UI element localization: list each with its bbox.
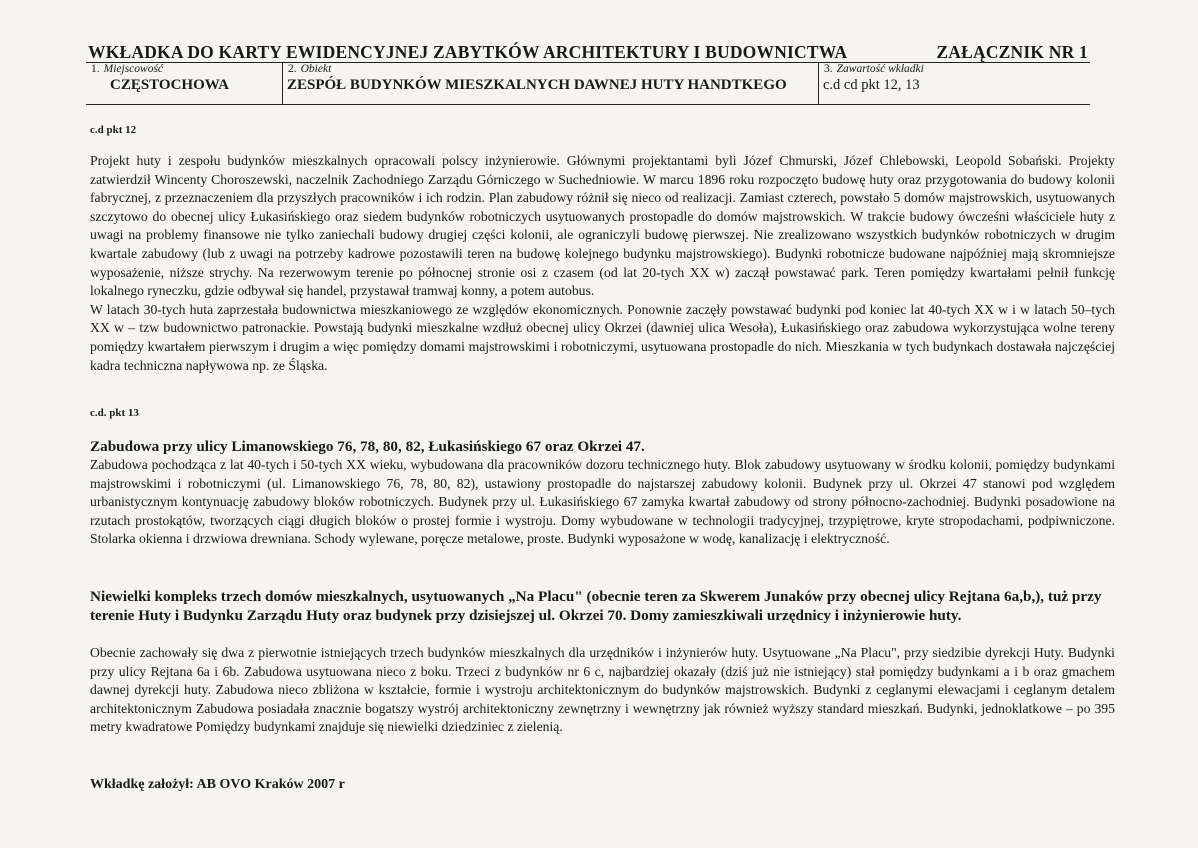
field-label: Miejscowość: [103, 63, 164, 75]
field-value: c.d cd pkt 12, 13: [823, 77, 920, 93]
field-number: 1.: [91, 63, 100, 75]
field-value: ZESPÓŁ BUDYNKÓW MIESZKALNYCH DAWNEJ HUTY HANDTKEGO: [287, 77, 787, 93]
paragraph: W latach 30-tych huta zaprzestała budownictwa mieszkaniowego ze względów ekonomicznych. Ponownie zaczęły powstawać budynki pod koniec lat 40-tych XX w i w latach 50–tych XX w – tzw budownictwo patronackie. Powstają budynki mieszkalne wzdłuż obecnej ulicy Okrzei (dawniej ulica Wesoła), Łukasińskiego oraz zabudowa wykorzystująca wolne tereny pomiędzy kwartałem pierwszym i drugim a więc pomiędzy domami majstrowskimi i robotniczymi, usytuowana prostopadle do nich. Mieszkania w tych budynkach dostawała najczęściej kadra techniczna napływowa np. ze Śląska.: [90, 301, 1115, 373]
footer-author: Wkładkę założył: AB OVO Kraków 2007 r: [90, 777, 345, 792]
field-location: [86, 62, 282, 104]
section-13-part1-body: [90, 456, 1115, 549]
section-13-part2-title: Niewielki kompleks trzech domów mieszkalnych, usytuowanych „Na Placu" (obecnie teren za Skwerem Junaków przy obecnej ulicy Rejtana 6a,b,), tuż przy terenie Huty i Budynku Zarządu Huty oraz budynek przy dzisiejszej ul. Okrzei 70. Domy zamieszkiwali urzędnicy i inżynierowie huty.: [90, 588, 1102, 624]
section-13-part1-title: Zabudowa przy ulicy Limanowskiego 76, 78, 80, 82, Łukasińskiego 67 oraz Okrzei 47.: [90, 438, 645, 455]
field-label: Zawartość wkładki: [836, 63, 924, 75]
field-number: 2.: [288, 63, 297, 75]
field-contents: [818, 62, 1091, 104]
section-13-heading: c.d. pkt 13: [90, 407, 139, 419]
header-rule-bottom: [86, 104, 1090, 105]
section-12-body: [90, 152, 1115, 375]
section-12-heading: c.d pkt 12: [90, 124, 137, 136]
paragraph: Obecnie zachowały się dwa z pierwotnie istniejących trzech budynków mieszkalnych dla urzędników i inżynierów huty. Usytuowane „Na Placu", przy siedzibie dyrekcji Huty. Budynki przy ulicy Rejtana 6a i 6b. Zabudowa usytuowana nieco z boku. Trzeci z budynków nr 6 c, najbardziej okazały (dziś już nie istniejący) stał pomiędzy budynkami a i b oraz gmachem dawnej dyrekcji huty. Zabudowa nieco zbliżona w kształcie, formie i wystroju architektonicznym do budynków majstrowskich. Budynki z ceglanymi elewacjami i ceglanym detalem architektonicznym Zabudowa posiadała znacznie bogatszy wystrój architektoniczny zewnętrzny i wewnętrzny jak również wyższy standard mieszkań. Budynki, jednoklatkowe – po 395 metry kwadratowe Pomiędzy budynkami znajduje się niewielki dziedziniec z zielenią.: [90, 645, 1115, 735]
field-value: CZĘSTOCHOWA: [110, 77, 229, 93]
document-title: WKŁADKA DO KARTY EWIDENCYJNEJ ZABYTKÓW ARCHITEKTURY I BUDOWNICTWA: [88, 42, 848, 62]
field-label: Obiekt: [300, 63, 332, 75]
field-number: 3.: [824, 63, 833, 75]
annex-label: ZAŁĄCZNIK NR 1: [936, 42, 1088, 62]
field-object: [282, 62, 819, 104]
paragraph: Projekt huty i zespołu budynków mieszkalnych opracowali polscy inżynierowie. Głównymi projektantami byli Józef Chmurski, Józef Chlebowski, Leopold Sobański. Projekty zatwierdził Wincenty Choroszewski, naczelnik Zachodniego Zarządu Górniczego w Suchedniowie. W marcu 1896 roku rozpoczęto budowę huty oraz przygotowania do budowy kolonii fabrycznej, z przeznaczeniem dla przyszłych pracowników i ich rodzin. Plan zabudowy różnił się nieco od realizacji. Zamiast czterech, powstało 5 domów majstrowskich, usytuowanych szczytowo do obecnej ulicy Łukasińskiego oraz siedem budynków robotniczych usytuowanych prostopadle do domów majstrowskich. W trakcie budowy ówcześni właściciele huty z uwagi na problemy finansowe nie tylko zaniechali budowy drugiej części kolonii, ale ograniczyli budowę pierwszej. Nie zrealizowano wszystkich budynków robotniczych w drugim kwartale zabudowy (lub z uwagi na potrzeby kadrowe pozostawili teren na budowę kolejnego budynku majstrowskiego). Budynki robotnicze budowane najpóźniej mają skromniejsze wyposażenie, niższe strychy. Na rezerwowym terenie po północnej stronie osi z czasem (od lat 20-tych XX w) zaczął powstawać park. Teren pomiędzy kwartałami pełnił funkcję lokalnego ryneczku, gdzie odbywał się handel, przystawał tramwaj konny, a potem autobus.: [90, 153, 1115, 299]
paragraph: Zabudowa pochodząca z lat 40-tych i 50-tych XX wieku, wybudowana dla pracowników dozoru technicznego huty. Blok zabudowy usytuowany w środku kolonii, pomiędzy budynkami majstrowskimi i robotniczymi (ul. Limanowskiego 76, 78, 80, 82), ustawiony prostopadle do najstarszej zabudowy kolonii. Budynek przy ul. Okrzei 47 stanowi pod względem urbanistycznym kontynuację zabudowy bloków robotniczych. Budynek przy ul. Łukasińskiego 67 zamyka kwartał zabudowy od strony północno-zachodniej. Budynki posadowione na rzutach prostokątów, tworzących ciągi długich bloków o prostej formie i wystroju. Domy wybudowane w technologii tradycyjnej, trzypiętrowe, kryte stropodachami, podpiwniczone. Stolarka okienna i drzwiowa drewniana. Schody wylewane, poręcze metalowe, proste. Budynki wyposażone w wodę, kanalizację i elektryczność.: [90, 457, 1115, 547]
header: [88, 42, 1088, 63]
section-13-part2-body: [90, 644, 1115, 737]
